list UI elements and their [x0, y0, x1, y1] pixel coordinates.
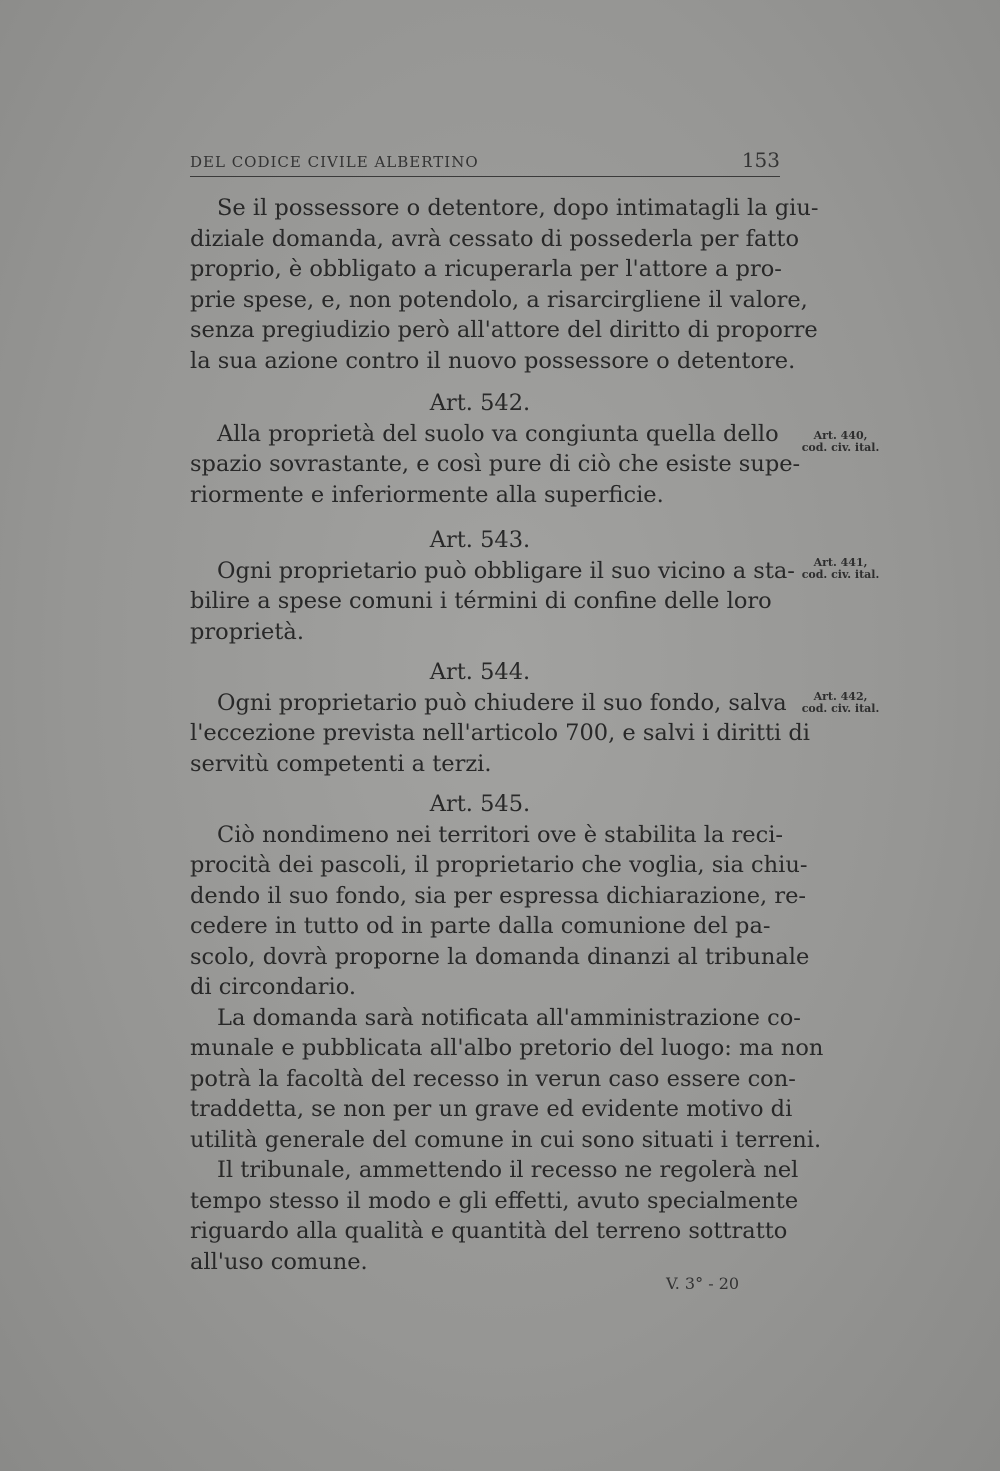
article-542 — [190, 388, 801, 510]
article-545 — [190, 789, 824, 1277]
text-line: La domanda sarà notificata all'amministrazione co- — [217, 1004, 801, 1031]
text-line: scolo, dovrà proporne la domanda dinanzi al tribunale — [190, 943, 810, 970]
text-line: la sua azione contro il nuovo possessore o detentore. — [190, 347, 796, 374]
text-line: spazio sovrastante, e così pure di ciò che esiste supe- — [190, 451, 801, 477]
text-line: utilità generale del comune in cui sono situati i terreni. — [190, 1126, 822, 1153]
page-number: 153 — [741, 148, 780, 172]
margin-note-art-442: Art. 442, cod. civ. ital. — [801, 690, 880, 715]
text-line: potrà la facoltà del recesso in verun caso essere con- — [190, 1065, 796, 1092]
text-line: dendo il suo fondo, sia per espressa dichiarazione, re- — [190, 882, 806, 909]
text-line: cedere in tutto od in parte dalla comunione del pa- — [190, 913, 771, 939]
text-line: servitù competenti a terzi. — [190, 750, 492, 777]
article-heading: Art. 544. — [429, 659, 531, 685]
article-heading: Art. 542. — [429, 390, 531, 416]
text-line: Ciò nondimeno nei territori ove è stabilita la reci- — [217, 821, 784, 848]
text-line: Il tribunale, ammettendo il recesso ne regolerà nel — [217, 1157, 799, 1183]
running-header — [190, 148, 780, 172]
text-line: Ogni proprietario può obbligare il suo vicino a sta- — [217, 557, 795, 584]
text-line: all'uso comune. — [190, 1248, 368, 1275]
article-heading: Art. 545. — [429, 791, 531, 817]
text-line: bilire a spese comuni i términi di confine delle loro — [190, 588, 772, 614]
article-544 — [190, 657, 811, 779]
text-line: l'eccezione prevista nell'articolo 700, e salvi i diritti di — [190, 720, 811, 746]
margin-note-art-440: Art. 440, cod. civ. ital. — [801, 429, 880, 454]
paragraph-possessore — [190, 193, 819, 376]
text-line: proprio, è obbligato a ricuperarla per l'attore a pro- — [190, 256, 782, 282]
text-line: diziale domanda, avrà cessato di possederla per fatto — [190, 225, 799, 252]
text-line: munale e pubblicata all'albo pretorio del luogo: ma non — [190, 1035, 824, 1061]
text-line: senza pregiudizio però all'attore del diritto di proporre — [190, 317, 818, 343]
margin-note-art-441: Art. 441, cod. civ. ital. — [801, 556, 880, 581]
text-line: proprietà. — [190, 618, 304, 645]
text-line: di circondario. — [190, 974, 357, 1000]
text-line: procità dei pascoli, il proprietario che voglia, sia chiu- — [190, 852, 808, 878]
text-line: Alla proprietà del suolo va congiunta quella dello — [217, 420, 779, 447]
text-line: prie spese, e, non potendolo, a risarcirgliene il valore, — [190, 286, 808, 313]
text-line: Ogni proprietario può chiudere il suo fondo, salva — [217, 689, 787, 716]
text-line: Se il possessore o detentore, dopo intimatagli la giu- — [217, 195, 819, 221]
running-title: DEL CODICE CIVILE ALBERTINO — [190, 153, 479, 171]
text-line: riormente e inferiormente alla superficie. — [190, 481, 664, 508]
signature-mark: V. 3° - 20 — [666, 1274, 740, 1293]
text-line: tempo stesso il modo e gli effetti, avuto specialmente — [190, 1187, 799, 1214]
text-line: riguardo alla qualità e quantità del terreno sottratto — [190, 1218, 788, 1244]
text-line: traddetta, se non per un grave ed evidente motivo di — [190, 1096, 793, 1122]
header-rule — [190, 176, 780, 177]
article-heading: Art. 543. — [429, 527, 531, 553]
article-543 — [190, 525, 795, 647]
